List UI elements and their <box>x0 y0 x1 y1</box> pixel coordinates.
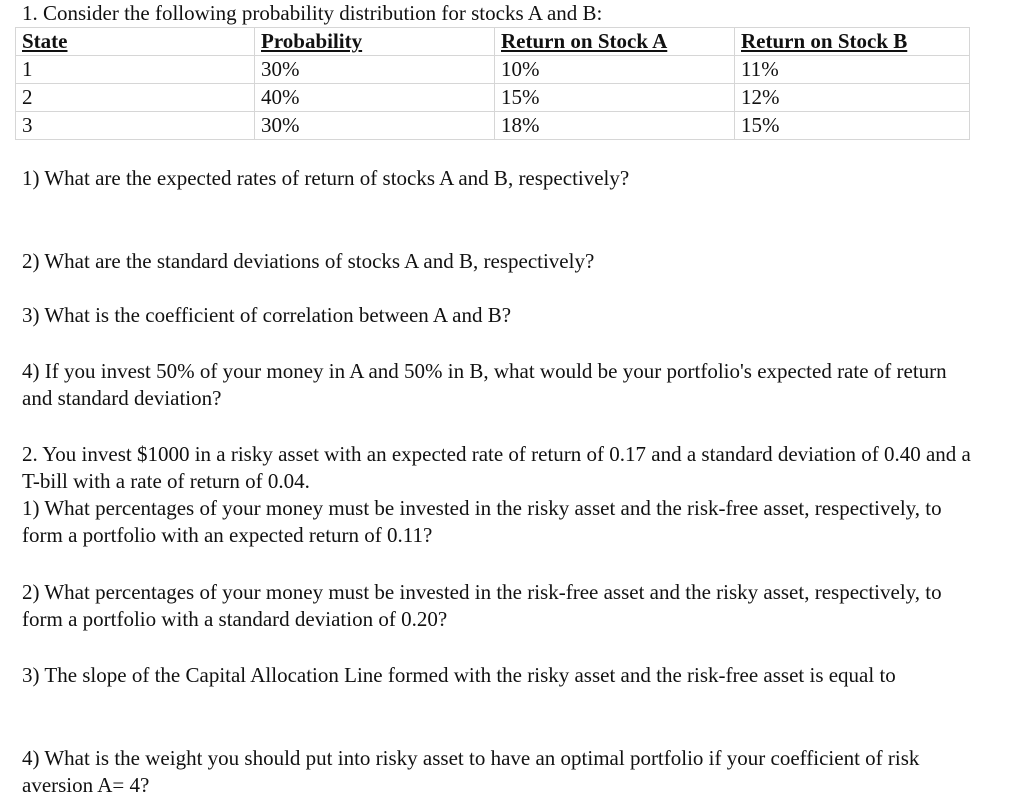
cell-probability: 40% <box>255 84 495 112</box>
header-return-b: Return on Stock B <box>735 28 970 56</box>
q2-item-2: 2) What percentages of your money must be invested in the risk-free asset and the risky asset, respectively, to form a portfolio with a standard deviation of 0.20? <box>22 580 942 631</box>
q1-item-2: 2) What are the standard deviations of stocks A and B, respectively? <box>22 249 595 273</box>
table-row <box>16 56 970 84</box>
q2-item-1: 1) What percentages of your money must be invested in the risky asset and the risk-free asset, respectively, to form a portfolio with an expected return of 0.11? <box>22 496 942 547</box>
cell-state: 2 <box>16 84 255 112</box>
cell-return-b: 11% <box>735 56 970 84</box>
cell-return-a: 10% <box>495 56 735 84</box>
q2-item-3: 3) The slope of the Capital Allocation Line formed with the risky asset and the risk-free asset is equal to <box>22 663 896 687</box>
q2-item-4: 4) What is the weight you should put into risky asset to have an optimal portfolio if your coefficient of risk aversion A= 4? <box>22 746 920 797</box>
cell-state: 1 <box>16 56 255 84</box>
cell-probability: 30% <box>255 112 495 140</box>
probability-distribution-table <box>15 27 970 140</box>
question-1-intro: 1. Consider the following probability distribution for stocks A and B: <box>22 1 603 25</box>
cell-state: 3 <box>16 112 255 140</box>
q1-item-4: 4) If you invest 50% of your money in A and 50% in B, what would be your portfolio's expected rate of return and standard deviation? <box>22 359 947 410</box>
header-return-a: Return on Stock A <box>495 28 735 56</box>
cell-return-b: 15% <box>735 112 970 140</box>
cell-probability: 30% <box>255 56 495 84</box>
table-header-row <box>16 28 970 56</box>
header-state: State <box>16 28 255 56</box>
header-probability: Probability <box>255 28 495 56</box>
cell-return-a: 15% <box>495 84 735 112</box>
table-row <box>16 112 970 140</box>
table-row <box>16 84 970 112</box>
q1-item-3: 3) What is the coefficient of correlation between A and B? <box>22 303 512 327</box>
cell-return-b: 12% <box>735 84 970 112</box>
cell-return-a: 18% <box>495 112 735 140</box>
question-2-intro: 2. You invest $1000 in a risky asset with an expected rate of return of 0.17 and a standard deviation of 0.40 and a T-bill with a rate of return of 0.04. <box>22 442 971 493</box>
q1-item-1: 1) What are the expected rates of return of stocks A and B, respectively? <box>22 166 630 190</box>
